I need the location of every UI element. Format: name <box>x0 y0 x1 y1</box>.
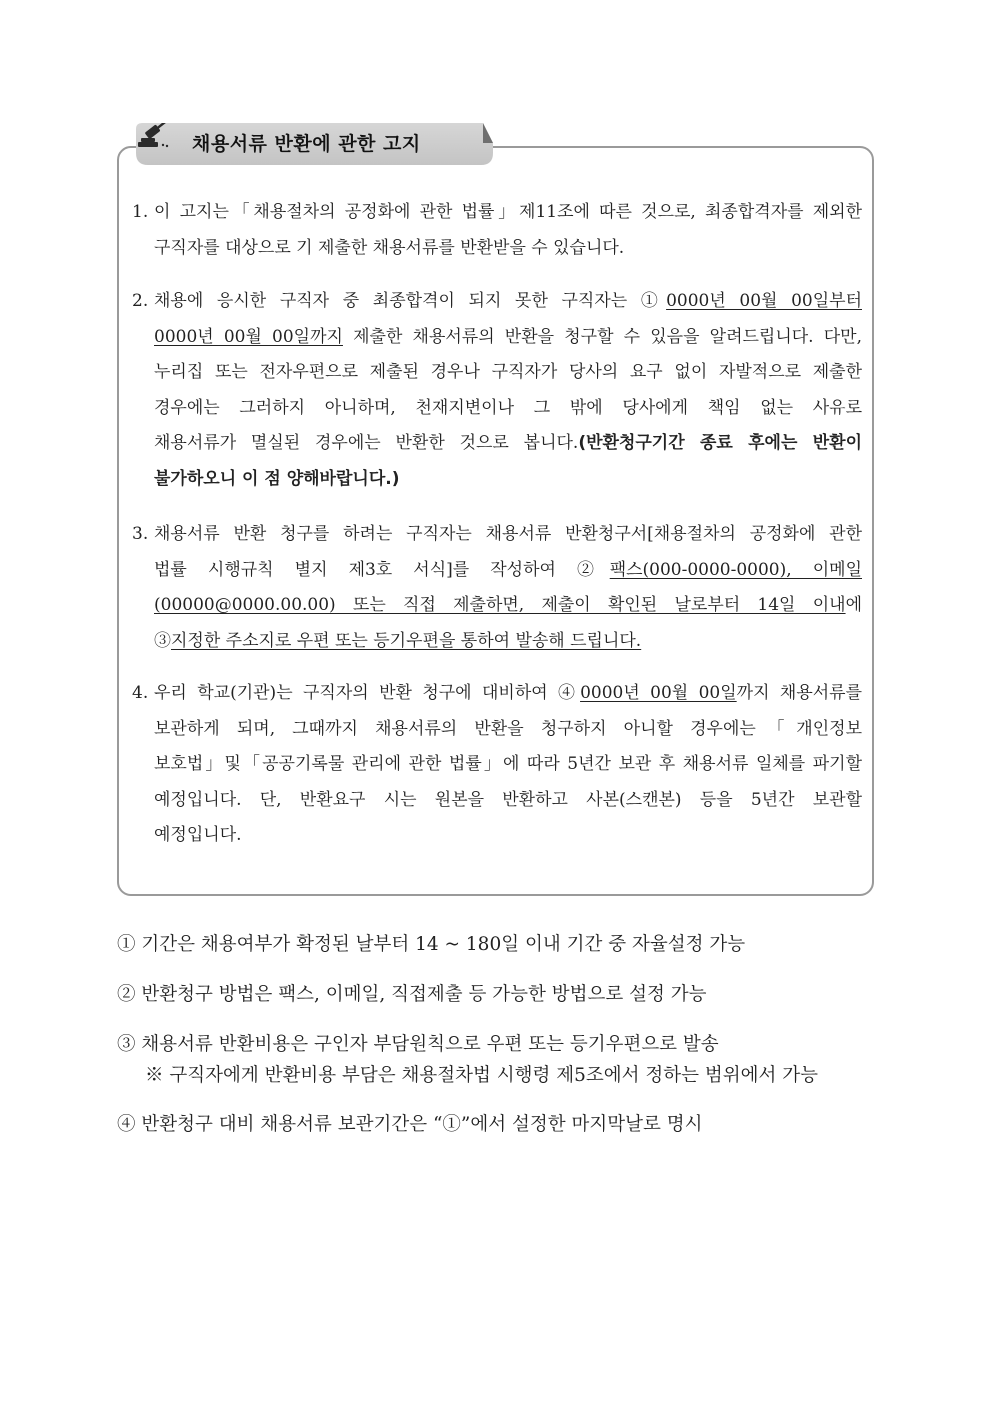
line-text: 보호법」및「공공기록물 관리에 관한 법률」에 따라 5년간 보관 후 채용서류 일체를 파기할 <box>154 754 862 774</box>
line-text: 0000년 00월 00일 <box>580 683 737 703</box>
note-3-sub: ※ 구직자에게 반환비용 부담은 채용절차법 시행령 제5조에서 정하는 범위에서 가능 <box>145 1065 818 1086</box>
line-text: 우리 학교(기관)는 구직자의 반환 청구에 대비하여 ④ <box>154 683 581 703</box>
item-line <box>132 553 862 589</box>
notice-item-2 <box>132 284 862 497</box>
item-line <box>132 747 862 783</box>
line-text: 채용서류 반환 청구를 하려는 구직자는 채용서류 반환청구서[채용절차의 공정화에 관한 <box>154 524 862 544</box>
item-line <box>132 284 862 320</box>
line-text: 누리집 또는 전자우편으로 제출된 경우나 구직자가 당사의 요구 없이 자발적으로 제출한 <box>154 362 862 382</box>
item-line <box>132 712 862 748</box>
item-line <box>132 517 862 553</box>
notice-title-tab <box>136 123 493 165</box>
notice-title: 채용서류 반환에 관한 고지 <box>192 133 421 155</box>
line-text: 에 <box>845 595 862 615</box>
line-text: (00000@0000.00.00) 또는 직접 제출하면, 제출이 확인된 날로부터 14일 이내 <box>154 595 846 615</box>
line-text: 예정입니다. <box>154 825 242 845</box>
line-text: 0000년 00월 00일부터 <box>666 291 862 311</box>
item-number: 1. <box>132 202 149 222</box>
item-number: 2. <box>132 291 149 311</box>
note-3: ③ 채용서류 반환비용은 구인자 부담원칙으로 우편 또는 등기우편으로 발송 <box>117 1034 719 1055</box>
item-line <box>132 195 862 231</box>
line-text: 채용에 응시한 구직자 중 최종합격이 되지 못한 구직자는 ① <box>154 291 667 311</box>
item-line <box>132 818 862 854</box>
line-text: 제출한 채용서류의 반환을 청구할 수 있음을 알려드립니다. 다만, <box>342 326 862 347</box>
item-line <box>132 462 862 498</box>
item-line <box>132 588 862 624</box>
item-number: 4. <box>132 683 149 703</box>
item-line <box>132 391 862 427</box>
line-text: 채용서류가 멸실된 경우에는 반환한 것으로 봅니다. <box>154 433 579 453</box>
item-line <box>132 426 862 462</box>
line-text: (반환청구기간 종료 후에는 반환이 <box>578 433 862 453</box>
item-number: 3. <box>132 524 149 544</box>
notice-item-4 <box>132 676 862 854</box>
line-text: 팩스(000-0000-0000), 이메일 <box>609 559 862 580</box>
item-line <box>132 624 862 660</box>
item-line <box>132 783 862 819</box>
notice-item-3 <box>132 517 862 659</box>
item-line <box>132 320 862 356</box>
line-text: 까지 채용서류를 <box>736 683 862 703</box>
note-4: ④ 반환청구 대비 채용서류 보관기간은 “①”에서 설정한 마지막날로 명시 <box>117 1114 703 1135</box>
item-line <box>132 676 862 712</box>
line-text: 예정입니다. 단, 반환요구 시는 원본을 반환하고 사본(스캔본) 등을 5년간 보관할 <box>154 789 862 810</box>
note-2: ② 반환청구 방법은 팩스, 이메일, 직접제출 등 가능한 방법으로 설정 가능 <box>117 984 707 1005</box>
line-text: 보관하게 되며, 그때까지 채용서류의 반환을 청구하지 아니할 경우에는「개인정보 <box>154 718 862 739</box>
gavel-icon <box>136 123 170 149</box>
line-text: 이 고지는「채용절차의 공정화에 관한 법률」제11조에 따른 것으로, 최종합격자를 제외한 <box>154 202 862 222</box>
notice-item-1 <box>132 195 862 266</box>
item-line <box>132 231 862 267</box>
item-line <box>132 355 862 391</box>
line-text: 0000년 00월 00일까지 <box>154 326 343 347</box>
line-text: 법률 시행규칙 별지 제3호 서식]를 작성하여 ② <box>154 559 610 580</box>
line-text: ③ <box>154 630 171 651</box>
line-text: 불가하오니 이 점 양해바랍니다.) <box>154 468 400 489</box>
note-1: ① 기간은 채용여부가 확정된 날부터 14 ~ 180일 이내 기간 중 자율설정 가능 <box>117 934 746 955</box>
line-text: 경우에는 그러하지 아니하며, 천재지변이나 그 밖에 당사에게 책임 없는 사유로 <box>154 397 862 418</box>
line-text: 지정한 주소지로 우편 또는 등기우편을 통하여 발송해 드립니다. <box>171 630 642 651</box>
line-text: 구직자를 대상으로 기 제출한 채용서류를 반환받을 수 있습니다. <box>154 237 625 258</box>
